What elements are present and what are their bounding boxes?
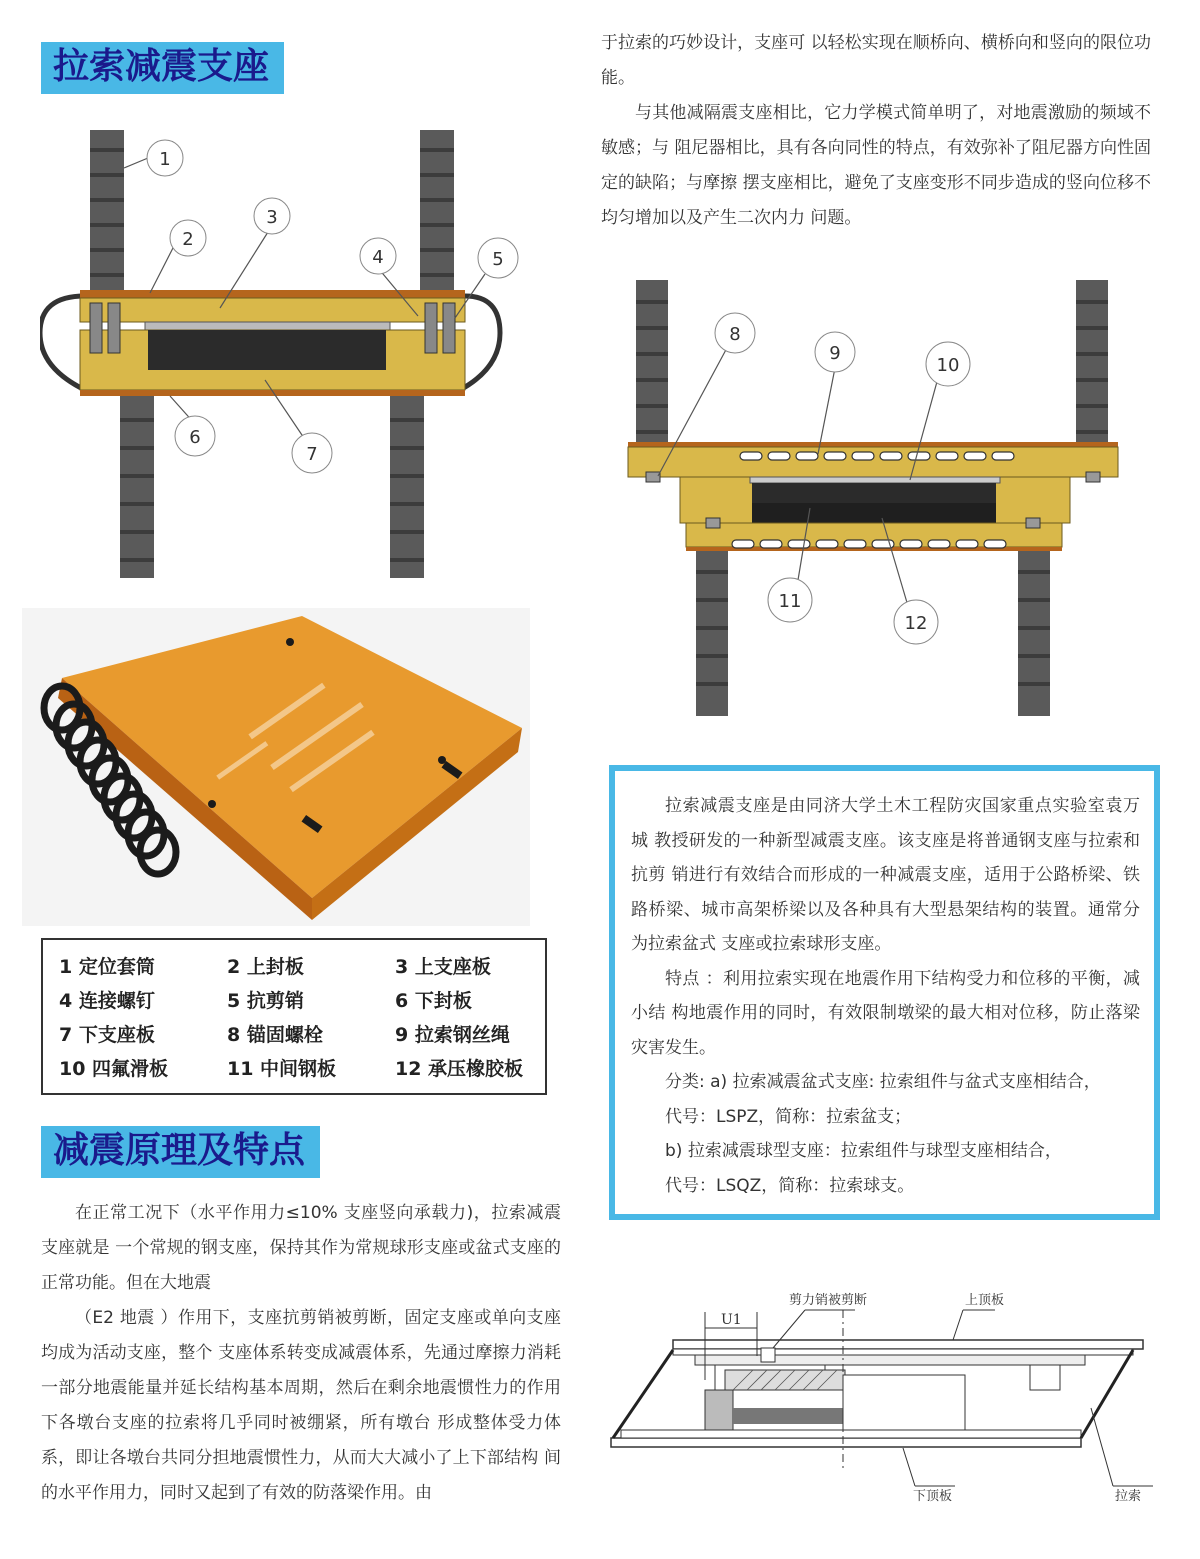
legend-row — [59, 982, 531, 1016]
upper-bearing-plate — [80, 298, 465, 322]
upper-plate — [628, 447, 1118, 477]
svg-text:8: 8 — [729, 324, 741, 345]
svg-text:3: 3 — [266, 207, 278, 228]
svg-text:5: 5 — [492, 249, 504, 270]
bearing-cross-section-diagram-2 — [620, 278, 1120, 723]
principle-paragraph-1: 在正常工况下（水平作用力≤10% 支座竖向承载力)，拉索减震支座就是 一个常规的钢支座，保持其作为常规球形支座或盆式支座的正常功能。但在大地震 — [41, 1203, 561, 1293]
callout-2 — [170, 220, 206, 256]
legend-row — [59, 1016, 531, 1050]
callout-6 — [175, 416, 215, 456]
svg-text:6: 6 — [189, 427, 201, 448]
rubber-pad — [148, 330, 386, 370]
upper-left-anchor-rod — [636, 280, 668, 442]
classification-b: b) 拉索减震球型支座：拉索组件与球型支座相结合， — [665, 1141, 1062, 1161]
svg-text:7: 7 — [306, 444, 318, 465]
callout-11 — [768, 578, 812, 622]
right-connecting-screw — [425, 303, 437, 353]
features-paragraph: 特点 ：利用拉索实现在地震作用下结构受力和位移的平衡，减小结 构地震作用的同时，有效限制墩梁的最大相对位移，防止落梁灾害发生。 — [631, 968, 1140, 1058]
upper-seal-plate — [80, 290, 465, 298]
lower-left-anchor-rod — [696, 550, 728, 716]
legend-item: 6 下封板 — [395, 989, 472, 1012]
callout-4 — [360, 238, 396, 274]
parts-legend — [41, 938, 547, 1095]
bottom-plate-label: 下顶板 — [913, 1489, 953, 1504]
svg-text:1: 1 — [159, 149, 171, 170]
svg-text:12: 12 — [904, 613, 928, 634]
left-connecting-screw — [90, 303, 102, 353]
left-cable-loop — [40, 296, 85, 390]
bottom-plate-shape — [611, 1438, 1081, 1447]
upper-right-anchor-rod — [1076, 280, 1108, 442]
upper-plate-top — [628, 442, 1118, 447]
shear-pin-section-diagram — [605, 1290, 1165, 1510]
callout-9 — [815, 332, 855, 372]
legend-item: 5 抗剪销 — [227, 989, 304, 1012]
callout-8 — [715, 313, 755, 353]
svg-text:4: 4 — [372, 247, 384, 268]
bearing-cross-section-diagram-1 — [40, 128, 540, 588]
legend-item: 12 承压橡胶板 — [395, 1057, 524, 1080]
callout-3 — [254, 198, 290, 234]
left-cable-line — [613, 1350, 673, 1438]
right-cable-line — [1081, 1350, 1133, 1438]
callout-12 — [894, 600, 938, 644]
legend-item: 7 下支座板 — [59, 1023, 155, 1046]
description-box — [609, 765, 1160, 1220]
top-plate-shape — [673, 1340, 1143, 1349]
upper-left-rod — [90, 130, 124, 290]
section-title-cable-bearing: 拉索减震支座 — [41, 42, 284, 94]
legend-row — [59, 948, 531, 982]
lower-right-rod — [390, 396, 424, 578]
lower-right-anchor-rod — [1018, 550, 1050, 716]
callout-10 — [926, 342, 970, 386]
principle-paragraph-2: （E2 地震 ）作用下，支座抗剪销被剪断，固定支座或单向支座均成为活动支座，整个 支座体系转变成减震体系，先通过摩擦力消耗一部分地震能量并延长结构基本周期，然后在剩余地震惯性力的作用下各墩台支座的拉索将几乎同时被绷紧，所有墩台 形成整体受力体系，即让各墩台共同分担地震惯性力，从而大大减小了上下部结构 间的水平作用力，同时又起到了有效的防落梁作用。由 — [41, 1308, 561, 1503]
cable-label: 拉索 — [1115, 1489, 1142, 1504]
u1-label: U1 — [721, 1312, 742, 1328]
bearing-rubber-plate — [752, 503, 996, 523]
ptfe-sliding-plate — [750, 477, 1000, 483]
right-cable-loop — [460, 296, 500, 390]
section-title-principle: 减震原理及特点 — [41, 1126, 320, 1178]
legend-item: 8 锚固螺栓 — [227, 1023, 323, 1046]
svg-text:2: 2 — [182, 229, 194, 250]
svg-text:9: 9 — [829, 343, 841, 364]
legend-item: 3 上支座板 — [395, 955, 491, 978]
right-shear-pin — [443, 303, 455, 353]
legend-item: 9 拉索钢丝绳 — [395, 1023, 510, 1046]
shear-pin-label: 剪力销被剪断 — [789, 1293, 868, 1308]
description-paragraph: 拉索减震支座是由同济大学土木工程防灾国家重点实验室袁万城 教授研发的一种新型减震支座。该支座是将普通钢支座与拉索和抗剪 销进行有效结合而形成的一种减震支座，适用于公路桥梁、铁路桥梁、城市高架桥梁以及各种具有大型悬架结构的装置。通常分为拉索盆式 支座或拉索球形支座。 — [631, 796, 1140, 954]
intro-paragraph-2: 与其他减隔震支座相比，它力学模式简单明了，对地震激励的频域不敏感；与 阻尼器相比，具有各向同性的特点，有效弥补了阻尼器方向性固定的缺陷；与摩擦 摆支座相比，避免了支座变形不同步造成的竖向位移不均匀增加以及产生二次内力 问题。 — [601, 103, 1151, 228]
principle-text — [41, 1196, 561, 1511]
top-plate-label: 上顶板 — [965, 1293, 1005, 1308]
callout-1 — [147, 140, 183, 176]
intro-paragraph-1: 于拉索的巧妙设计，支座可 以轻松实现在顺桥向、横桥向和竖向的限位功能。 — [601, 33, 1151, 88]
intermediate-steel-plate — [752, 483, 996, 503]
callout-7 — [292, 433, 332, 473]
code-a: 代号：LSPZ，简称：拉索盆支； — [665, 1106, 912, 1127]
svg-text:10: 10 — [936, 355, 960, 376]
legend-item: 1 定位套筒 — [59, 955, 155, 978]
svg-text:11: 11 — [778, 591, 802, 612]
lower-left-rod — [120, 396, 154, 578]
legend-row — [59, 1050, 531, 1084]
code-b: 代号：LSQZ，简称：拉索球支。 — [665, 1175, 915, 1196]
legend-item: 2 上封板 — [227, 955, 304, 978]
legend-item: 11 中间钢板 — [227, 1057, 337, 1080]
legend-item: 4 连接螺钉 — [59, 989, 155, 1012]
product-photo — [22, 608, 530, 926]
callout-5 — [478, 238, 518, 278]
classification-a: 分类: a) 拉索减震盆式支座: 拉索组件与盆式支座相结合， — [665, 1072, 1101, 1092]
left-shear-pin — [108, 303, 120, 353]
upper-right-rod — [420, 130, 454, 290]
sliding-plate — [145, 322, 390, 330]
legend-item: 10 四氟滑板 — [59, 1057, 169, 1080]
intro-continued-text — [601, 26, 1151, 236]
